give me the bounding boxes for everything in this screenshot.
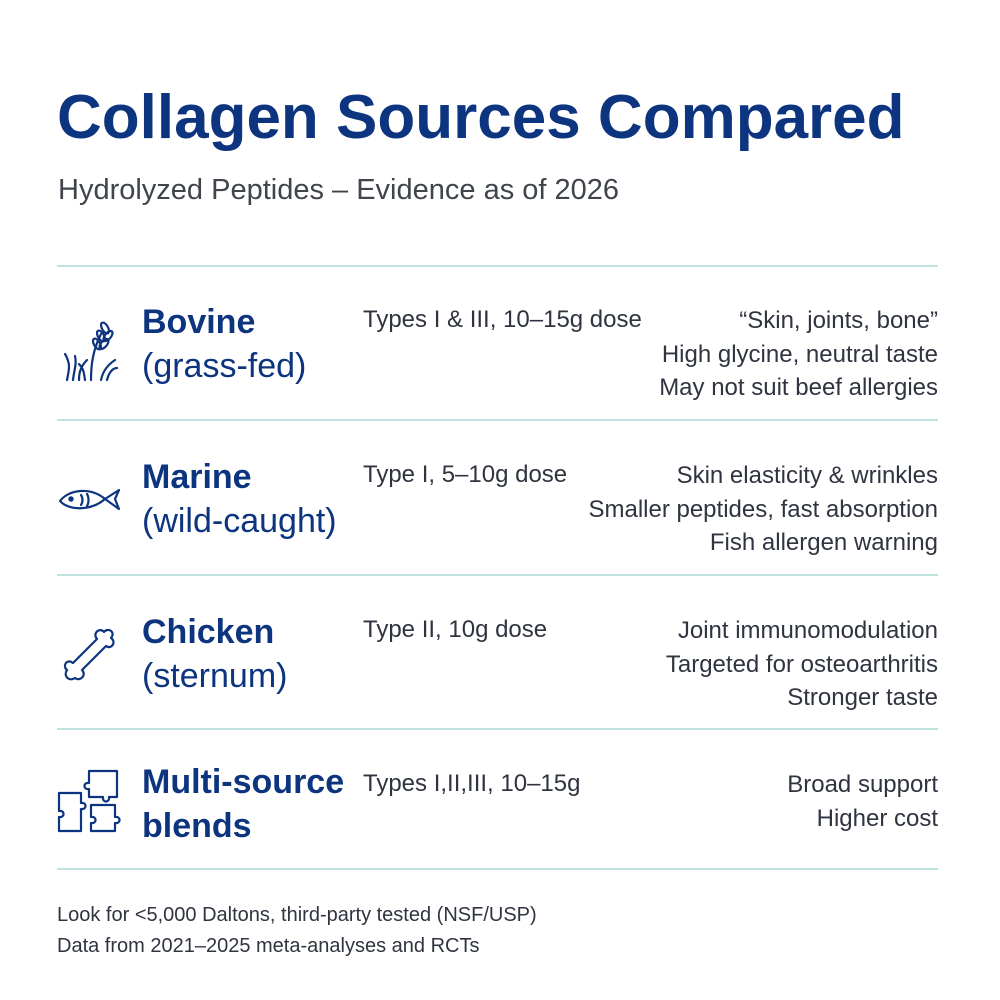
source-name (142, 610, 372, 698)
source-name (142, 455, 372, 543)
note-item: High glycine, neutral taste (661, 340, 938, 368)
source-name (142, 300, 372, 388)
source-row-multi-source (57, 760, 938, 860)
source-name (142, 760, 372, 848)
wheat-grass-icon (57, 314, 123, 384)
note-item: May not suit beef allergies (659, 374, 938, 401)
note-item: Joint immunomodulation (677, 617, 938, 644)
fish-icon (57, 465, 123, 535)
source-dose: Type I, 5–10g dose (363, 461, 568, 488)
note-item: Skin elasticity & wrinkles (676, 462, 938, 489)
source-dose: Type II, 10g dose (363, 616, 548, 643)
source-notes (518, 304, 938, 405)
source-name-main: Marine (142, 458, 252, 496)
page-subtitle: Hydrolyzed Peptides – Evidence as of 2026 (58, 174, 620, 206)
note-item: Higher cost (816, 804, 938, 832)
source-row-marine (57, 455, 938, 565)
footer-line: Look for <5,000 Daltons, third-party tested (NSF/USP) (57, 904, 537, 926)
note-item: Smaller peptides, fast absorption (588, 495, 938, 523)
footer-line: Data from 2021–2025 meta-analyses and RCTs (57, 935, 480, 957)
source-row-bovine (57, 300, 938, 410)
divider (57, 868, 938, 870)
source-notes (518, 459, 938, 560)
source-name-qualifier: (grass-fed) (142, 347, 307, 385)
source-name-main: Chicken (142, 613, 275, 651)
note-item: Stronger taste (787, 684, 938, 711)
divider (57, 574, 938, 576)
source-name-qualifier: (sternum) (142, 657, 288, 695)
note-item: Targeted for osteoarthritis (665, 650, 938, 678)
bone-icon (57, 620, 123, 690)
source-name-main: Bovine (142, 303, 256, 341)
page-title: Collagen Sources Compared (57, 83, 905, 152)
source-notes (518, 614, 938, 715)
source-notes (518, 768, 938, 835)
source-name-qualifier: blends (142, 807, 252, 845)
puzzle-icon (57, 765, 123, 835)
note-item: “Skin, joints, bone” (739, 307, 938, 334)
source-dose: Types I & III, 10–15g dose (363, 306, 642, 333)
footer-notes (57, 900, 937, 962)
divider (57, 728, 938, 730)
divider (57, 419, 938, 421)
source-name-main: Multi-source (142, 763, 345, 801)
divider (57, 265, 938, 267)
source-row-chicken (57, 610, 938, 720)
note-item: Broad support (787, 771, 938, 798)
note-item: Fish allergen warning (709, 529, 938, 556)
source-dose: Types I,II,III, 10–15g (363, 770, 581, 797)
source-name-qualifier: (wild-caught) (142, 502, 337, 540)
